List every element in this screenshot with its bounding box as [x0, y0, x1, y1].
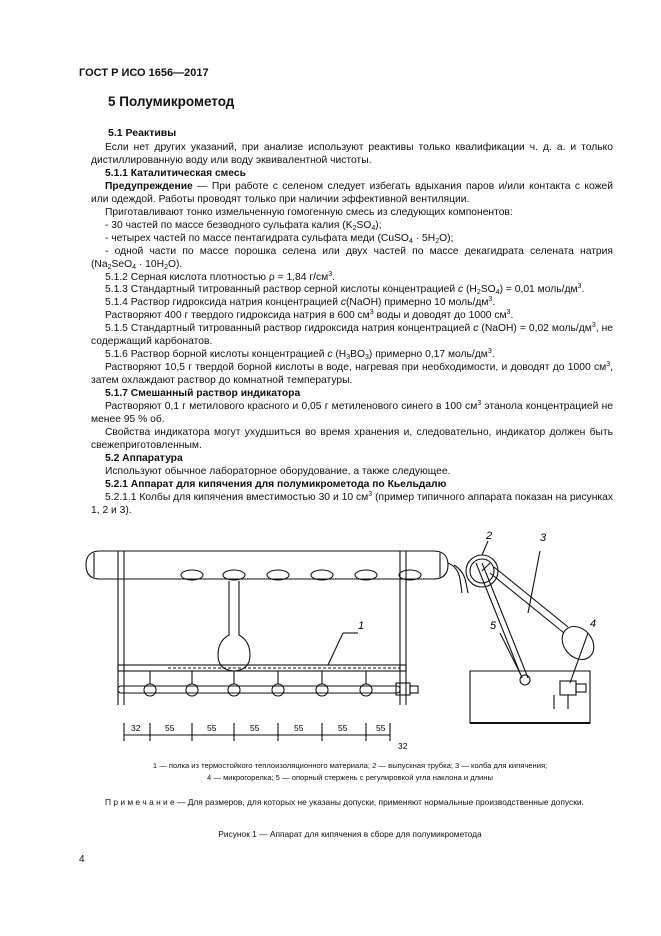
- label-1: 1: [358, 620, 365, 632]
- warning-text: — При работе с селеном следует избегать вдыхания паров и/или контакта с кожей или одеждой. Работы проводят только при наличии эффективной вентиляции.: [91, 180, 613, 205]
- document-header: ГОСТ Р ИСО 1656—2017: [79, 67, 209, 79]
- figure-caption: Рисунок 1 — Аппарат для кипячения в сборе для полумикрометода: [218, 829, 482, 839]
- front-view: [86, 551, 468, 741]
- dim-label: 55: [207, 723, 217, 733]
- paragraph-5-1-5: 5.1.5 Стандартный титрованный раствор гидроксида натрия концентрацией c (NaOH) = 0,02 моль/$дм^3$, не содержащий карбонатов.: [91, 322, 613, 348]
- dim-label: 32: [131, 723, 141, 733]
- legend-line-1: 1 — полка из термостойкого теплоизоляционного материала; 2 — выпускная трубка; 3 — колба для кипячения;: [152, 761, 548, 770]
- subsection-5-2-1-title: 5.2.1 Аппарат для кипячения для полумикрометода по Кьельдалю: [105, 478, 447, 490]
- paragraph-intro: Если нет других указаний, при анализе используют реактивы только квалификации ч. д. а. и только дистиллированную воду или воду эквивалентной чистоты.: [91, 142, 613, 166]
- boiling-flask: [218, 581, 250, 671]
- list-item-2: - четырех частей по массе пентагидрата сульфата меди (CuSO$_4$ · $5H_2O$);: [105, 232, 454, 245]
- paragraph-5-1-6: 5.1.6 Раствор борной кислоты концентрацией c $(H_3BO_3)$ примерно 0,17 моль/$дм^3$.: [105, 348, 495, 362]
- dim-label: 55: [250, 723, 260, 733]
- figure-note: П р и м е ч а н и е — Для размеров, для которых не указаны допуски, применяют нормальные производственные допуски.: [105, 797, 584, 807]
- paragraph-5-1-4: 5.1.4 Раствор гидроксида натрия концентрацией c(NaOH) примерно 10 моль/$дм^3$.: [105, 296, 496, 309]
- body-text: [91, 142, 613, 518]
- subsection-5-2-title: 5.2 Аппаратура: [105, 452, 183, 464]
- paragraph-5-2-intro: Используют обычное лабораторное оборудование, а также следующее.: [105, 465, 451, 477]
- paragraph-5-1-7-2: Свойства индикатора могут ухудшиться во время хранения и, следовательно, индикатор должен быть свежеприготовленным.: [91, 426, 613, 451]
- label-2: 2: [486, 530, 493, 542]
- list-item-3: - одной части по массе порошка селена или двух частей по массе декагидрата селената натрия $(Na_2SeO_4 \cdot 10H_2O)$.: [91, 245, 613, 271]
- subsection-5-1-7-title: 5.1.7 Смешанный раствор индикатора: [105, 388, 301, 400]
- paragraph-5-1-6-text: Растворяют 10,5 г твердой борной кислоты в воде, нагревая при необходимости, и доводят до 1000 $см^3$, затем охлаждают раствор до комнатной температуры.: [91, 361, 613, 387]
- legend-line-2: 4 — микрогорелка; 5 — опорный стержень с регулировкой угла наклона и длины: [207, 773, 493, 782]
- paragraph-5-2-1-1: 5.2.1.1 Колбы для кипячения вместимостью 30 и 10 $см^3$ (пример типичного аппарата показан на рисунках 1, 2 и 3).: [91, 490, 613, 516]
- flask-neck: [490, 573, 564, 633]
- label-5: 5: [490, 620, 497, 632]
- paragraph-5-1-4-text: Растворяют 400 г твердого гидроксида натрия в 600 $см^3$ воды и доводят до 1000 $см^3$.: [105, 309, 514, 322]
- label-3: 3: [540, 532, 547, 544]
- paragraph-5-1-2: 5.1.2 Серная кислота плотностью ρ = 1,84 $г/см^3$.: [105, 270, 335, 283]
- paragraph-5-1-7-1: Растворяют 0,1 г метилового красного и 0,05 г метиленового синего в 100 $см^3$ этанола концентрацией не менее 95 % об.: [91, 400, 613, 426]
- dim-label: 32: [398, 741, 408, 751]
- section-title: 5 Полумикрометод: [108, 94, 235, 109]
- dim-label: 55: [294, 723, 304, 733]
- side-view: [466, 541, 600, 723]
- list-item-1: - 30 частей по массе безводного сульфата калия $(K_2SO_4)$;: [105, 219, 382, 232]
- microburner: [560, 681, 576, 695]
- paragraph-warning: [91, 181, 613, 207]
- figure-apparatus: [78, 523, 606, 753]
- subsection-5-1-title: 5.1 Реактивы: [108, 127, 177, 139]
- gas-tube: [118, 686, 400, 693]
- apparatus-drawing: [78, 523, 606, 753]
- dim-label: 55: [376, 723, 386, 733]
- shelf: [118, 665, 406, 671]
- figure-legend: [91, 760, 609, 784]
- subsection-5-1-1-title: 5.1.1 Каталитическая смесь: [105, 167, 246, 179]
- paragraph-prepare: Приготавливают тонко измельченную гомогенную смесь из следующих компонентов:: [105, 206, 513, 218]
- paragraph-5-1-3: 5.1.3 Стандартный титрованный раствор серной кислоты концентрацией c $(H_2SO_4) = 0,01$ моль/$дм^3$.: [105, 283, 585, 297]
- dim-label: 55: [338, 723, 348, 733]
- dim-label: 55: [165, 723, 175, 733]
- outlet-pipe: [448, 563, 462, 593]
- label-4: 4: [590, 618, 597, 630]
- page-number: 4: [79, 854, 85, 865]
- warning-label: Предупреждение: [105, 180, 193, 192]
